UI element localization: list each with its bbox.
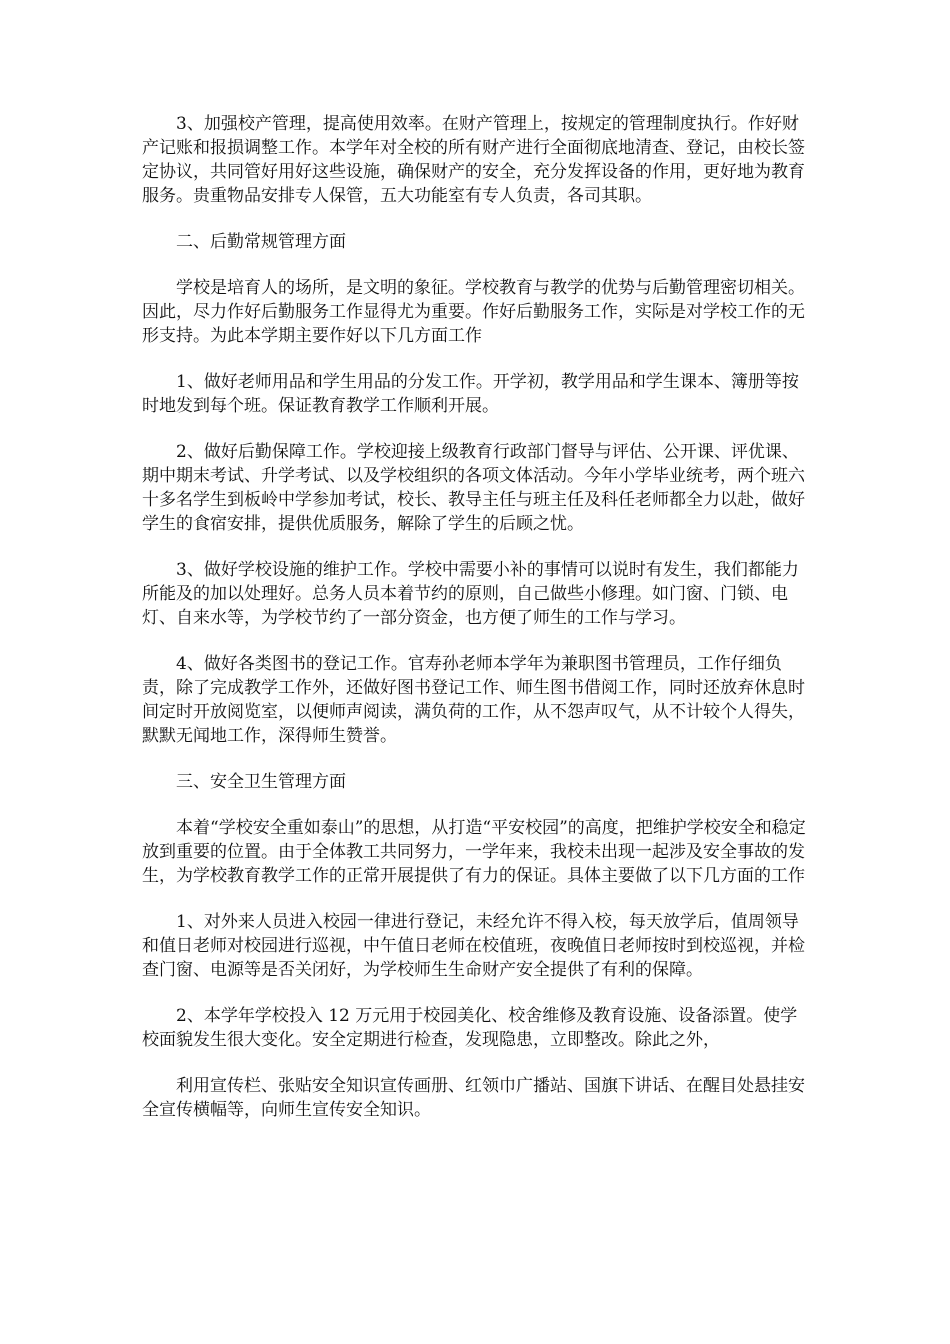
paragraph-asset-management: 3、加强校产管理，提高使用效率。在财产管理上，按规定的管理制度执行。作好财产记账和报损调整工作。本学年对全校的所有财产进行全面彻底地清查、登记，由校长签定协议，共同管好用好这些设施，确保财产的安全，充分发挥设备的作用，更好地为教育服务。贵重物品安排专人保管，五大功能室有专人负责，各司其职。 [142, 114, 805, 206]
paragraph-campus-investment: 2、本学年学校投入 12 万元用于校园美化、校舍维修及教育设施、设备添置。使学校面貌发生很大变化。安全定期进行检查，发现隐患，立即整改。除此之外， [142, 1006, 798, 1050]
paragraph-book-registration: 4、做好各类图书的登记工作。官寿孙老师本学年为兼职图书管理员，工作仔细负责，除了完成教学工作外，还做好图书登记工作、师生图书借阅工作，同时还放弃休息时间定时开放阅览室，以便师声阅读，满负荷的工作，从不怨声叹气，从不计较个人得失，默默无闻地工作，深得师生赞誉。 [142, 654, 805, 746]
paragraph-logistics-support: 2、做好后勤保障工作。学校迎接上级教育行政部门督导与评估、公开课、评优课、期中期末考试、升学考试、以及学校组织的各项文体活动。今年小学毕业统考，两个班六十多名学生到板岭中学参加考试，校长、教导主任与班主任及科任老师都全力以赴，做好学生的食宿安排，提供优质服务，解除了学生的后顾之忧。 [142, 442, 805, 534]
paragraph-visitor-registration: 1、对外来人员进入校园一律进行登记，未经允许不得入校，每天放学后，值周领导和值日老师对校园进行巡视，中午值日老师在校值班，夜晚值日老师按时到校巡视，并检查门窗、电源等是否关闭好，为学校师生生命财产安全提供了有利的保障。 [142, 912, 805, 980]
paragraph-supplies-distribution: 1、做好老师用品和学生用品的分发工作。开学初，教学用品和学生课本、簿册等按时地发到每个班。保证教育教学工作顺利开展。 [142, 372, 799, 416]
paragraph-safety-publicity: 利用宣传栏、张贴安全知识宣传画册、红领巾广播站、国旗下讲话、在醒目处悬挂安全宣传横幅等，向师生宣传安全知识。 [142, 1076, 805, 1120]
paragraph-safety-intro: 本着“学校安全重如泰山”的思想，从打造“平安校园”的高度，把维护学校安全和稳定放到重要的位置。由于全体教工共同努力，一学年来，我校未出现一起涉及安全事故的发生，为学校教育教学工作的正常开展提供了有力的保证。具体主要做了以下几方面的工作 [142, 818, 806, 886]
document-body [142, 112, 810, 1144]
paragraph-logistics-intro: 学校是培育人的场所，是文明的象征。学校教育与教学的优势与后勤管理密切相关。因此，尽力作好后勤服务工作显得尤为重要。作好后勤服务工作，实际是对学校工作的无形支持。为此本学期主要作好以下几方面工作 [142, 278, 805, 346]
section-heading-safety: 三、安全卫生管理方面 [176, 772, 346, 792]
section-heading-logistics: 二、后勤常规管理方面 [176, 232, 346, 252]
paragraph-facility-maintenance: 3、做好学校设施的维护工作。学校中需要小补的事情可以说时有发生，我们都能力所能及的加以处理好。总务人员本着节约的原则，自己做些小修理。如门窗、门锁、电灯、自来水等，为学校节约了一部分资金，也方便了师生的工作与学习。 [142, 560, 799, 628]
